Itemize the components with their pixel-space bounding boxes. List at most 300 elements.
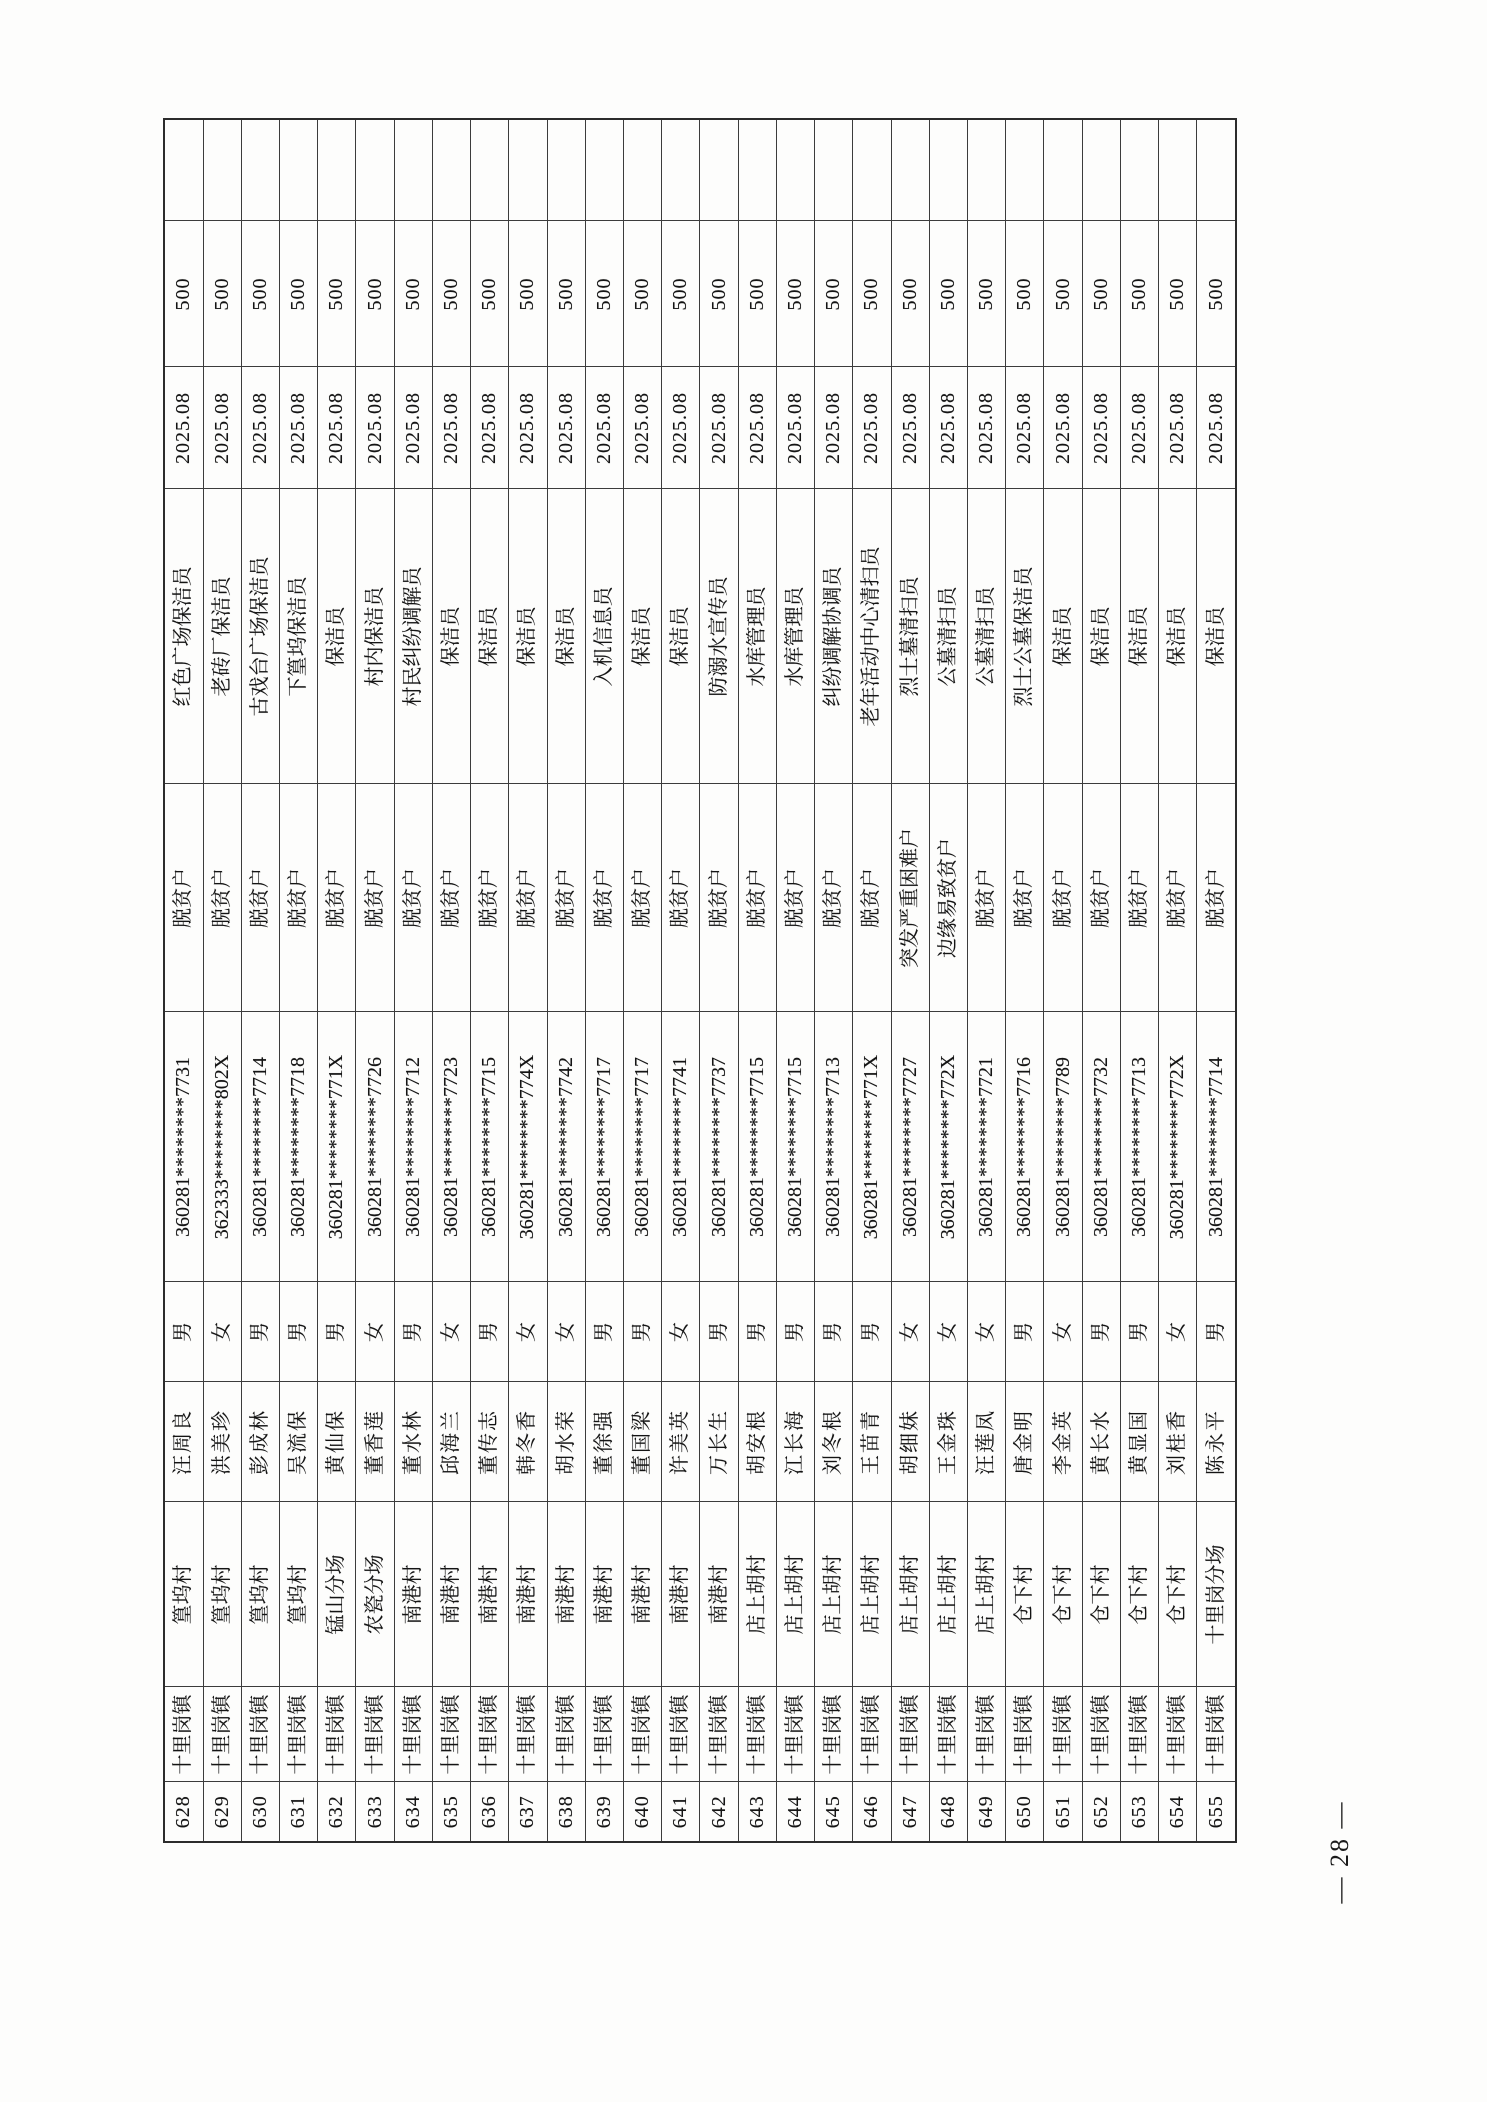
- cell-village: 篁坞村: [203, 1502, 241, 1687]
- cell-job_title: 保洁员: [1082, 489, 1120, 784]
- cell-job_title: 保洁员: [318, 489, 356, 784]
- cell-town: 十里岗镇: [547, 1687, 585, 1782]
- cell-month: 2025.08: [585, 367, 623, 489]
- cell-remark: [853, 119, 891, 221]
- cell-town: 十里岗镇: [853, 1687, 891, 1782]
- cell-gender: 男: [1082, 1282, 1120, 1382]
- cell-month: 2025.08: [1159, 367, 1197, 489]
- cell-gender: 女: [967, 1282, 1005, 1382]
- cell-id_number: 360281********7715: [738, 1012, 776, 1282]
- cell-no: 635: [432, 1782, 470, 1842]
- cell-no: 639: [585, 1782, 623, 1842]
- cell-category: 脱贫户: [967, 784, 1005, 1012]
- cell-town: 十里岗镇: [815, 1687, 853, 1782]
- cell-job_title: 保洁员: [509, 489, 547, 784]
- cell-gender: 女: [929, 1282, 967, 1382]
- cell-no: 636: [471, 1782, 509, 1842]
- cell-village: 篁坞村: [280, 1502, 318, 1687]
- table-row: [1006, 119, 1044, 1842]
- cell-category: 突发严重困难户: [891, 784, 929, 1012]
- cell-village: 南港村: [394, 1502, 432, 1687]
- cell-category: 脱贫户: [547, 784, 585, 1012]
- cell-category: 脱贫户: [164, 784, 203, 1012]
- cell-gender: 男: [394, 1282, 432, 1382]
- cell-village: 仓下村: [1044, 1502, 1082, 1687]
- cell-gender: 男: [1120, 1282, 1158, 1382]
- cell-town: 十里岗镇: [891, 1687, 929, 1782]
- cell-id_number: 360281********774X: [509, 1012, 547, 1282]
- cell-remark: [623, 119, 661, 221]
- cell-month: 2025.08: [1006, 367, 1044, 489]
- cell-gender: 男: [471, 1282, 509, 1382]
- cell-village: 十里岗分场: [1197, 1502, 1236, 1687]
- cell-no: 631: [280, 1782, 318, 1842]
- cell-name: 王金珠: [929, 1382, 967, 1502]
- table-row: [815, 119, 853, 1842]
- cell-name: 董传志: [471, 1382, 509, 1502]
- cell-no: 629: [203, 1782, 241, 1842]
- table-row: [432, 119, 470, 1842]
- cell-job_title: 村民纠纷调解员: [394, 489, 432, 784]
- cell-month: 2025.08: [662, 367, 700, 489]
- cell-village: 南港村: [547, 1502, 585, 1687]
- cell-village: 篁坞村: [164, 1502, 203, 1687]
- cell-no: 637: [509, 1782, 547, 1842]
- cell-month: 2025.08: [1197, 367, 1236, 489]
- cell-amount: 500: [1044, 221, 1082, 367]
- cell-id_number: 360281********771X: [318, 1012, 356, 1282]
- cell-amount: 500: [432, 221, 470, 367]
- cell-no: 648: [929, 1782, 967, 1842]
- cell-amount: 500: [318, 221, 356, 367]
- cell-village: 南港村: [623, 1502, 661, 1687]
- cell-name: 黄长水: [1082, 1382, 1120, 1502]
- cell-amount: 500: [967, 221, 1005, 367]
- cell-town: 十里岗镇: [394, 1687, 432, 1782]
- cell-town: 十里岗镇: [241, 1687, 279, 1782]
- cell-gender: 女: [1159, 1282, 1197, 1382]
- cell-job_title: 烈士公墓保洁员: [1006, 489, 1044, 784]
- cell-town: 十里岗镇: [929, 1687, 967, 1782]
- cell-gender: 女: [356, 1282, 394, 1382]
- table-row: [967, 119, 1005, 1842]
- table-row: [164, 119, 203, 1842]
- cell-town: 十里岗镇: [1044, 1687, 1082, 1782]
- cell-remark: [164, 119, 203, 221]
- table-row: [929, 119, 967, 1842]
- cell-village: 店上胡村: [929, 1502, 967, 1687]
- cell-category: 脱贫户: [394, 784, 432, 1012]
- cell-amount: 500: [738, 221, 776, 367]
- cell-no: 641: [662, 1782, 700, 1842]
- cell-category: 脱贫户: [1006, 784, 1044, 1012]
- cell-amount: 500: [1006, 221, 1044, 367]
- cell-amount: 500: [929, 221, 967, 367]
- cell-gender: 男: [318, 1282, 356, 1382]
- cell-category: 脱贫户: [815, 784, 853, 1012]
- cell-id_number: 360281********7713: [815, 1012, 853, 1282]
- cell-month: 2025.08: [432, 367, 470, 489]
- cell-job_title: 保洁员: [1159, 489, 1197, 784]
- cell-amount: 500: [356, 221, 394, 367]
- cell-name: 刘桂香: [1159, 1382, 1197, 1502]
- table-row: [1159, 119, 1197, 1842]
- cell-gender: 男: [776, 1282, 814, 1382]
- cell-job_title: 保洁员: [471, 489, 509, 784]
- cell-category: 脱贫户: [776, 784, 814, 1012]
- cell-amount: 500: [585, 221, 623, 367]
- cell-id_number: 360281********7741: [662, 1012, 700, 1282]
- cell-month: 2025.08: [853, 367, 891, 489]
- cell-town: 十里岗镇: [738, 1687, 776, 1782]
- cell-remark: [700, 119, 738, 221]
- table-row: [776, 119, 814, 1842]
- table-row: [585, 119, 623, 1842]
- cell-id_number: 360281********7717: [623, 1012, 661, 1282]
- cell-job_title: 水库管理员: [776, 489, 814, 784]
- cell-name: 董国梁: [623, 1382, 661, 1502]
- cell-month: 2025.08: [700, 367, 738, 489]
- cell-amount: 500: [509, 221, 547, 367]
- cell-no: 632: [318, 1782, 356, 1842]
- cell-month: 2025.08: [394, 367, 432, 489]
- cell-month: 2025.08: [738, 367, 776, 489]
- cell-gender: 女: [547, 1282, 585, 1382]
- cell-gender: 女: [203, 1282, 241, 1382]
- cell-town: 十里岗镇: [203, 1687, 241, 1782]
- cell-remark: [547, 119, 585, 221]
- cell-no: 640: [623, 1782, 661, 1842]
- cell-name: 汪莲凤: [967, 1382, 1005, 1502]
- cell-job_title: 老砖厂保洁员: [203, 489, 241, 784]
- cell-id_number: 360281********7742: [547, 1012, 585, 1282]
- cell-village: 篁坞村: [241, 1502, 279, 1687]
- cell-id_number: 360281********7732: [1082, 1012, 1120, 1282]
- cell-category: 脱贫户: [280, 784, 318, 1012]
- subsidy-table: [163, 118, 1237, 1843]
- cell-category: 脱贫户: [738, 784, 776, 1012]
- cell-no: 644: [776, 1782, 814, 1842]
- table-row: [1197, 119, 1236, 1842]
- cell-name: 胡水荣: [547, 1382, 585, 1502]
- cell-gender: 男: [585, 1282, 623, 1382]
- cell-name: 万长生: [700, 1382, 738, 1502]
- cell-category: 脱贫户: [203, 784, 241, 1012]
- cell-town: 十里岗镇: [1082, 1687, 1120, 1782]
- cell-no: 654: [1159, 1782, 1197, 1842]
- table-row: [356, 119, 394, 1842]
- cell-town: 十里岗镇: [776, 1687, 814, 1782]
- cell-village: 店上胡村: [891, 1502, 929, 1687]
- cell-month: 2025.08: [1120, 367, 1158, 489]
- cell-amount: 500: [662, 221, 700, 367]
- cell-remark: [432, 119, 470, 221]
- cell-name: 董香莲: [356, 1382, 394, 1502]
- table-row: [1120, 119, 1158, 1842]
- cell-town: 十里岗镇: [1120, 1687, 1158, 1782]
- cell-gender: 女: [1044, 1282, 1082, 1382]
- cell-town: 十里岗镇: [623, 1687, 661, 1782]
- cell-town: 十里岗镇: [318, 1687, 356, 1782]
- cell-remark: [815, 119, 853, 221]
- cell-name: 彭成林: [241, 1382, 279, 1502]
- cell-name: 江长海: [776, 1382, 814, 1502]
- cell-job_title: 防溺水宣传员: [700, 489, 738, 784]
- table-row: [318, 119, 356, 1842]
- cell-name: 邱海兰: [432, 1382, 470, 1502]
- cell-remark: [891, 119, 929, 221]
- cell-job_title: 红色广场保洁员: [164, 489, 203, 784]
- cell-id_number: 360281********7718: [280, 1012, 318, 1282]
- cell-village: 南港村: [585, 1502, 623, 1687]
- cell-category: 脱贫户: [1044, 784, 1082, 1012]
- cell-no: 628: [164, 1782, 203, 1842]
- cell-amount: 500: [203, 221, 241, 367]
- cell-remark: [585, 119, 623, 221]
- cell-amount: 500: [776, 221, 814, 367]
- cell-month: 2025.08: [471, 367, 509, 489]
- cell-id_number: 360281********7714: [1197, 1012, 1236, 1282]
- cell-category: 脱贫户: [1197, 784, 1236, 1012]
- cell-gender: 男: [853, 1282, 891, 1382]
- cell-remark: [1197, 119, 1236, 221]
- cell-village: 南港村: [471, 1502, 509, 1687]
- cell-month: 2025.08: [356, 367, 394, 489]
- cell-village: 南港村: [509, 1502, 547, 1687]
- cell-gender: 男: [164, 1282, 203, 1382]
- cell-category: 脱贫户: [623, 784, 661, 1012]
- cell-job_title: 烈士墓清扫员: [891, 489, 929, 784]
- cell-id_number: 360281********7731: [164, 1012, 203, 1282]
- cell-job_title: 保洁员: [432, 489, 470, 784]
- cell-remark: [1159, 119, 1197, 221]
- cell-name: 刘冬根: [815, 1382, 853, 1502]
- cell-town: 十里岗镇: [1197, 1687, 1236, 1782]
- cell-month: 2025.08: [280, 367, 318, 489]
- subsidy-table-landscape: [163, 120, 1237, 1843]
- cell-gender: 男: [623, 1282, 661, 1382]
- cell-id_number: 360281********771X: [853, 1012, 891, 1282]
- cell-name: 董水林: [394, 1382, 432, 1502]
- cell-month: 2025.08: [891, 367, 929, 489]
- cell-name: 胡细妹: [891, 1382, 929, 1502]
- cell-month: 2025.08: [318, 367, 356, 489]
- cell-id_number: 360281********7715: [471, 1012, 509, 1282]
- cell-job_title: 公墓清扫员: [929, 489, 967, 784]
- cell-remark: [394, 119, 432, 221]
- cell-town: 十里岗镇: [356, 1687, 394, 1782]
- cell-remark: [241, 119, 279, 221]
- cell-village: 南港村: [662, 1502, 700, 1687]
- cell-name: 唐金明: [1006, 1382, 1044, 1502]
- cell-remark: [471, 119, 509, 221]
- table-row: [471, 119, 509, 1842]
- cell-name: 王苗青: [853, 1382, 891, 1502]
- cell-name: 许美英: [662, 1382, 700, 1502]
- cell-id_number: 360281********7717: [585, 1012, 623, 1282]
- cell-gender: 男: [280, 1282, 318, 1382]
- cell-village: 店上胡村: [853, 1502, 891, 1687]
- cell-no: 642: [700, 1782, 738, 1842]
- cell-month: 2025.08: [815, 367, 853, 489]
- cell-id_number: 360281********7712: [394, 1012, 432, 1282]
- cell-remark: [356, 119, 394, 221]
- cell-village: 南港村: [432, 1502, 470, 1687]
- cell-amount: 500: [280, 221, 318, 367]
- cell-amount: 500: [1197, 221, 1236, 367]
- cell-village: 店上胡村: [776, 1502, 814, 1687]
- cell-amount: 500: [1159, 221, 1197, 367]
- cell-month: 2025.08: [547, 367, 585, 489]
- cell-job_title: 保洁员: [1120, 489, 1158, 784]
- subsidy-table-body: [164, 119, 1236, 1842]
- cell-remark: [203, 119, 241, 221]
- cell-remark: [738, 119, 776, 221]
- table-row: [203, 119, 241, 1842]
- cell-job_title: 保洁员: [1044, 489, 1082, 784]
- cell-remark: [1120, 119, 1158, 221]
- cell-job_title: 村内保洁员: [356, 489, 394, 784]
- cell-category: 脱贫户: [662, 784, 700, 1012]
- table-row: [853, 119, 891, 1842]
- cell-no: 633: [356, 1782, 394, 1842]
- cell-village: 仓下村: [1082, 1502, 1120, 1687]
- cell-category: 脱贫户: [509, 784, 547, 1012]
- cell-village: 农瓷分场: [356, 1502, 394, 1687]
- cell-gender: 女: [432, 1282, 470, 1382]
- cell-id_number: 360281********772X: [1159, 1012, 1197, 1282]
- cell-name: 洪美珍: [203, 1382, 241, 1502]
- cell-category: 脱贫户: [471, 784, 509, 1012]
- table-row: [394, 119, 432, 1842]
- cell-gender: 男: [815, 1282, 853, 1382]
- table-row: [662, 119, 700, 1842]
- cell-job_title: 下篁坞保洁员: [280, 489, 318, 784]
- table-row: [241, 119, 279, 1842]
- cell-gender: 女: [662, 1282, 700, 1382]
- cell-job_title: 公墓清扫员: [967, 489, 1005, 784]
- table-row: [1082, 119, 1120, 1842]
- cell-remark: [1044, 119, 1082, 221]
- cell-village: 店上胡村: [738, 1502, 776, 1687]
- cell-category: 脱贫户: [1159, 784, 1197, 1012]
- cell-town: 十里岗镇: [967, 1687, 1005, 1782]
- cell-month: 2025.08: [1044, 367, 1082, 489]
- cell-name: 李金英: [1044, 1382, 1082, 1502]
- cell-name: 陈永平: [1197, 1382, 1236, 1502]
- cell-amount: 500: [241, 221, 279, 367]
- cell-gender: 男: [1197, 1282, 1236, 1382]
- cell-town: 十里岗镇: [164, 1687, 203, 1782]
- cell-no: 634: [394, 1782, 432, 1842]
- cell-remark: [509, 119, 547, 221]
- cell-month: 2025.08: [929, 367, 967, 489]
- cell-remark: [1006, 119, 1044, 221]
- table-row: [891, 119, 929, 1842]
- table-row: [738, 119, 776, 1842]
- cell-amount: 500: [471, 221, 509, 367]
- table-row: [1044, 119, 1082, 1842]
- cell-category: 脱贫户: [700, 784, 738, 1012]
- cell-category: 脱贫户: [1120, 784, 1158, 1012]
- cell-no: 650: [1006, 1782, 1044, 1842]
- cell-id_number: 360281********7714: [241, 1012, 279, 1282]
- cell-job_title: 保洁员: [547, 489, 585, 784]
- table-row: [280, 119, 318, 1842]
- cell-no: 647: [891, 1782, 929, 1842]
- cell-gender: 男: [241, 1282, 279, 1382]
- cell-id_number: 360281********7789: [1044, 1012, 1082, 1282]
- cell-town: 十里岗镇: [280, 1687, 318, 1782]
- cell-no: 646: [853, 1782, 891, 1842]
- cell-no: 653: [1120, 1782, 1158, 1842]
- cell-month: 2025.08: [509, 367, 547, 489]
- cell-no: 643: [738, 1782, 776, 1842]
- cell-town: 十里岗镇: [1006, 1687, 1044, 1782]
- cell-no: 651: [1044, 1782, 1082, 1842]
- cell-job_title: 保洁员: [623, 489, 661, 784]
- cell-gender: 男: [1006, 1282, 1044, 1382]
- cell-id_number: 360281********772X: [929, 1012, 967, 1282]
- cell-gender: 女: [509, 1282, 547, 1382]
- cell-village: 仓下村: [1159, 1502, 1197, 1687]
- cell-remark: [318, 119, 356, 221]
- cell-town: 十里岗镇: [700, 1687, 738, 1782]
- cell-amount: 500: [700, 221, 738, 367]
- cell-no: 630: [241, 1782, 279, 1842]
- cell-gender: 男: [700, 1282, 738, 1382]
- cell-village: 店上胡村: [967, 1502, 1005, 1687]
- cell-remark: [280, 119, 318, 221]
- cell-category: 脱贫户: [356, 784, 394, 1012]
- cell-remark: [662, 119, 700, 221]
- cell-job_title: 入机信息员: [585, 489, 623, 784]
- cell-category: 脱贫户: [432, 784, 470, 1012]
- cell-job_title: 保洁员: [662, 489, 700, 784]
- table-row: [509, 119, 547, 1842]
- cell-town: 十里岗镇: [471, 1687, 509, 1782]
- cell-month: 2025.08: [623, 367, 661, 489]
- cell-village: 南港村: [700, 1502, 738, 1687]
- cell-name: 韩冬香: [509, 1382, 547, 1502]
- cell-month: 2025.08: [164, 367, 203, 489]
- cell-village: 仓下村: [1006, 1502, 1044, 1687]
- cell-name: 黄仙保: [318, 1382, 356, 1502]
- cell-town: 十里岗镇: [1159, 1687, 1197, 1782]
- cell-month: 2025.08: [203, 367, 241, 489]
- cell-amount: 500: [164, 221, 203, 367]
- cell-category: 脱贫户: [318, 784, 356, 1012]
- cell-category: 脱贫户: [241, 784, 279, 1012]
- cell-name: 胡安根: [738, 1382, 776, 1502]
- cell-job_title: 老年活动中心清扫员: [853, 489, 891, 784]
- cell-job_title: 保洁员: [1197, 489, 1236, 784]
- cell-gender: 女: [891, 1282, 929, 1382]
- cell-month: 2025.08: [1082, 367, 1120, 489]
- cell-village: 仓下村: [1120, 1502, 1158, 1687]
- cell-remark: [776, 119, 814, 221]
- cell-id_number: 360281********7737: [700, 1012, 738, 1282]
- cell-village: 店上胡村: [815, 1502, 853, 1687]
- subsidy-table-rotated-area: [163, 120, 1237, 1843]
- cell-category: 脱贫户: [853, 784, 891, 1012]
- cell-job_title: 水库管理员: [738, 489, 776, 784]
- cell-name: 汪周良: [164, 1382, 203, 1502]
- cell-amount: 500: [891, 221, 929, 367]
- cell-gender: 男: [738, 1282, 776, 1382]
- cell-town: 十里岗镇: [509, 1687, 547, 1782]
- cell-amount: 500: [853, 221, 891, 367]
